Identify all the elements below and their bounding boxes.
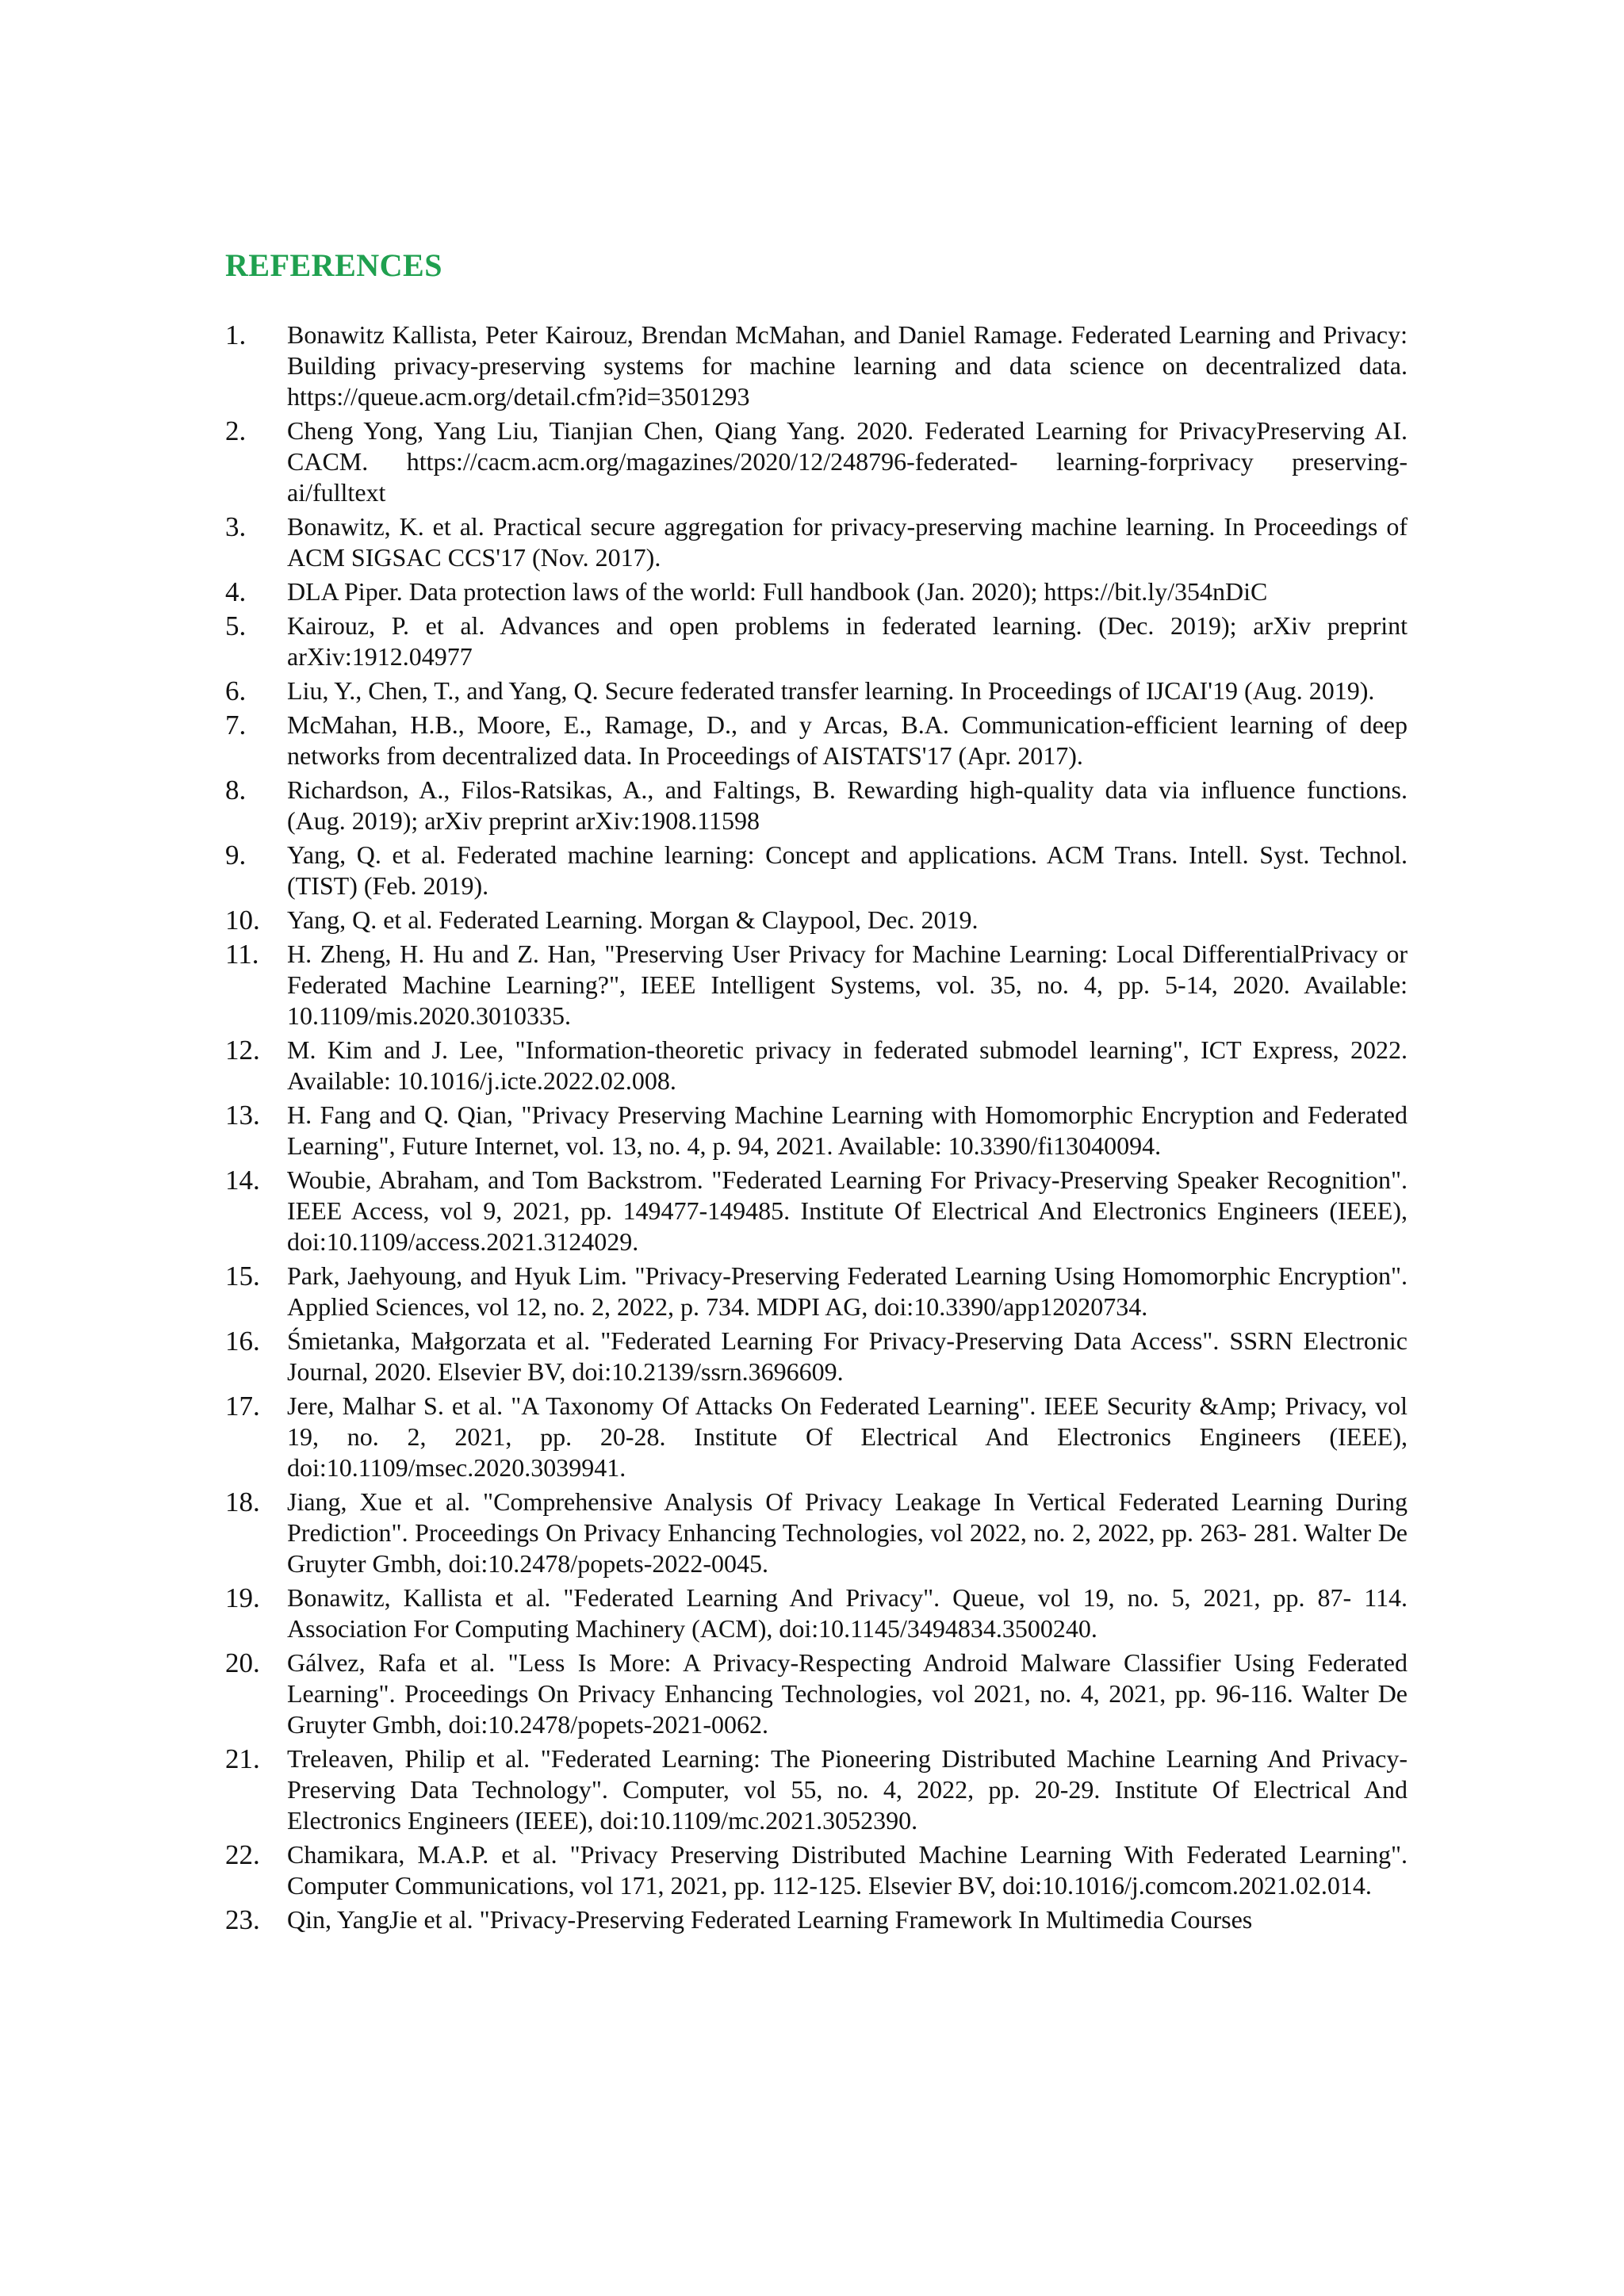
- reference-text: H. Zheng, H. Hu and Z. Han, "Preserving User Privacy for Machine Learning: Local DifferentialPrivacy or Federated Machine Learning?", IEEE Intelligent Systems, vol. 35, no. 4, pp. 5-14, 2020. Available: 10.1109/mis.2020.3010335.: [287, 939, 1408, 1030]
- reference-item: [225, 939, 1408, 1031]
- reference-number: 21.: [225, 1743, 260, 1774]
- reference-item: [225, 710, 1408, 771]
- reference-number: 19.: [225, 1582, 260, 1613]
- reference-item: [225, 840, 1408, 901]
- reference-text: Bonawitz Kallista, Peter Kairouz, Brendan McMahan, and Daniel Ramage. Federated Learning and Privacy: Building privacy-preserving systems for machine learning and data science on decentralized data. https://queue.acm.org/detail.cfm?id=3501293: [287, 320, 1408, 411]
- reference-item: [225, 1261, 1408, 1322]
- reference-text: Kairouz, P. et al. Advances and open problems in federated learning. (Dec. 2019); arXiv preprint arXiv:1912.04977: [287, 611, 1408, 671]
- reference-text: Gálvez, Rafa et al. "Less Is More: A Privacy-Respecting Android Malware Classifier Using Federated Learning". Proceedings On Privacy Enhancing Technologies, vol 2021, no. 4, 2021, pp. 96-116. Walter De Gruyter Gmbh, doi:10.2478/popets-2021-0062.: [287, 1648, 1408, 1739]
- reference-number: 13.: [225, 1100, 260, 1131]
- reference-item: [225, 1487, 1408, 1579]
- reference-item: [225, 1743, 1408, 1836]
- references-heading: REFERENCES: [225, 247, 442, 283]
- reference-item: [225, 1391, 1408, 1483]
- reference-number: 1.: [225, 320, 247, 350]
- reference-number: 16.: [225, 1326, 260, 1357]
- reference-item: [225, 1165, 1408, 1257]
- reference-number: 10.: [225, 905, 260, 936]
- reference-item: [225, 905, 1408, 936]
- reference-item: [225, 1839, 1408, 1901]
- reference-number: 17.: [225, 1391, 260, 1422]
- reference-item: [225, 1904, 1408, 1935]
- reference-text: Cheng Yong, Yang Liu, Tianjian Chen, Qiang Yang. 2020. Federated Learning for PrivacyPreserving AI. CACM. https://cacm.acm.org/magazines/2020/12/248796-federated- learning-forprivacy preserving-ai/fulltext: [287, 416, 1408, 507]
- reference-text: Treleaven, Philip et al. "Federated Learning: The Pioneering Distributed Machine Learning And Privacy-Preserving Data Technology". Computer, vol 55, no. 4, 2022, pp. 20-29. Institute Of Electrical And Electronics Engineers (IEEE), doi:10.1109/mc.2021.3052390.: [287, 1744, 1408, 1835]
- reference-text: Chamikara, M.A.P. et al. "Privacy Preserving Distributed Machine Learning With Federated Learning". Computer Communications, vol 171, 2021, pp. 112-125. Elsevier BV, doi:10.1016/j.comcom.2021.02.014.: [287, 1840, 1408, 1900]
- reference-item: [225, 610, 1408, 672]
- reference-number: 23.: [225, 1904, 260, 1935]
- reference-item: [225, 415, 1408, 508]
- reference-item: [225, 1100, 1408, 1161]
- reference-item: [225, 511, 1408, 573]
- reference-number: 3.: [225, 511, 247, 542]
- reference-text: Jiang, Xue et al. "Comprehensive Analysis Of Privacy Leakage In Vertical Federated Learning During Prediction". Proceedings On Privacy Enhancing Technologies, vol 2022, no. 2, 2022, pp. 263- 281. Walter De Gruyter Gmbh, doi:10.2478/popets-2022-0045.: [287, 1487, 1408, 1578]
- reference-number: 2.: [225, 415, 247, 446]
- reference-text: McMahan, H.B., Moore, E., Ramage, D., and y Arcas, B.A. Communication-efficient learning of deep networks from decentralized data. In Proceedings of AISTATS'17 (Apr. 2017).: [287, 710, 1408, 770]
- reference-number: 6.: [225, 675, 247, 706]
- reference-item: [225, 576, 1408, 607]
- reference-text: Yang, Q. et al. Federated Learning. Morgan & Claypool, Dec. 2019.: [287, 905, 979, 934]
- reference-text: DLA Piper. Data protection laws of the world: Full handbook (Jan. 2020); https://bit.ly/354nDiC: [287, 577, 1268, 606]
- reference-item: [225, 1035, 1408, 1096]
- reference-text: M. Kim and J. Lee, "Information-theoretic privacy in federated submodel learning", ICT Express, 2022. Available: 10.1016/j.icte.2022.02.008.: [287, 1035, 1408, 1095]
- reference-number: 8.: [225, 775, 247, 806]
- reference-text: Woubie, Abraham, and Tom Backstrom. "Federated Learning For Privacy-Preserving Speaker Recognition". IEEE Access, vol 9, 2021, pp. 149477-149485. Institute Of Electrical And Electronics Engineers (IEEE), doi:10.1109/access.2021.3124029.: [287, 1165, 1408, 1256]
- reference-text: Bonawitz, K. et al. Practical secure aggregation for privacy-preserving machine learning. In Proceedings of ACM SIGSAC CCS'17 (Nov. 2017).: [287, 512, 1408, 572]
- reference-text: Jere, Malhar S. et al. "A Taxonomy Of Attacks On Federated Learning". IEEE Security &Amp; Privacy, vol 19, no. 2, 2021, pp. 20-28. Institute Of Electrical And Electronics Engineers (IEEE), doi:10.1109/msec.2020.3039941.: [287, 1391, 1408, 1482]
- reference-number: 11.: [225, 939, 259, 970]
- reference-number: 15.: [225, 1261, 260, 1292]
- reference-text: Yang, Q. et al. Federated machine learning: Concept and applications. ACM Trans. Intell. Syst. Technol. (TIST) (Feb. 2019).: [287, 840, 1408, 900]
- reference-number: 14.: [225, 1165, 260, 1196]
- reference-text: Bonawitz, Kallista et al. "Federated Learning And Privacy". Queue, vol 19, no. 5, 2021, pp. 87- 114. Association For Computing Machinery (ACM), doi:10.1145/3494834.3500240.: [287, 1583, 1408, 1643]
- reference-item: [225, 675, 1408, 706]
- reference-text: Liu, Y., Chen, T., and Yang, Q. Secure federated transfer learning. In Proceedings of IJCAI'19 (Aug. 2019).: [287, 676, 1375, 705]
- reference-text: Richardson, A., Filos-Ratsikas, A., and Faltings, B. Rewarding high-quality data via influence functions. (Aug. 2019); arXiv preprint arXiv:1908.11598: [287, 775, 1408, 835]
- reference-number: 12.: [225, 1035, 260, 1066]
- reference-item: [225, 1582, 1408, 1644]
- reference-number: 9.: [225, 840, 247, 871]
- reference-text: Qin, YangJie et al. "Privacy-Preserving Federated Learning Framework In Multimedia Courses: [287, 1905, 1253, 1934]
- reference-text: Śmietanka, Małgorzata et al. "Federated Learning For Privacy-Preserving Data Access". SSRN Electronic Journal, 2020. Elsevier BV, doi:10.2139/ssrn.3696609.: [287, 1326, 1408, 1386]
- reference-text: H. Fang and Q. Qian, "Privacy Preserving Machine Learning with Homomorphic Encryption and Federated Learning", Future Internet, vol. 13, no. 4, p. 94, 2021. Available: 10.3390/fi13040094.: [287, 1100, 1408, 1160]
- reference-number: 4.: [225, 576, 247, 607]
- reference-item: [225, 320, 1408, 412]
- reference-number: 5.: [225, 610, 247, 641]
- reference-item: [225, 1326, 1408, 1387]
- reference-text: Park, Jaehyoung, and Hyuk Lim. "Privacy-Preserving Federated Learning Using Homomorphic Encryption". Applied Sciences, vol 12, no. 2, 2022, p. 734. MDPI AG, doi:10.3390/app12020734.: [287, 1261, 1408, 1321]
- references-list: [225, 320, 1408, 1938]
- reference-number: 22.: [225, 1839, 260, 1870]
- reference-number: 18.: [225, 1487, 260, 1517]
- reference-item: [225, 775, 1408, 836]
- reference-number: 7.: [225, 710, 247, 740]
- reference-item: [225, 1647, 1408, 1740]
- reference-number: 20.: [225, 1647, 260, 1678]
